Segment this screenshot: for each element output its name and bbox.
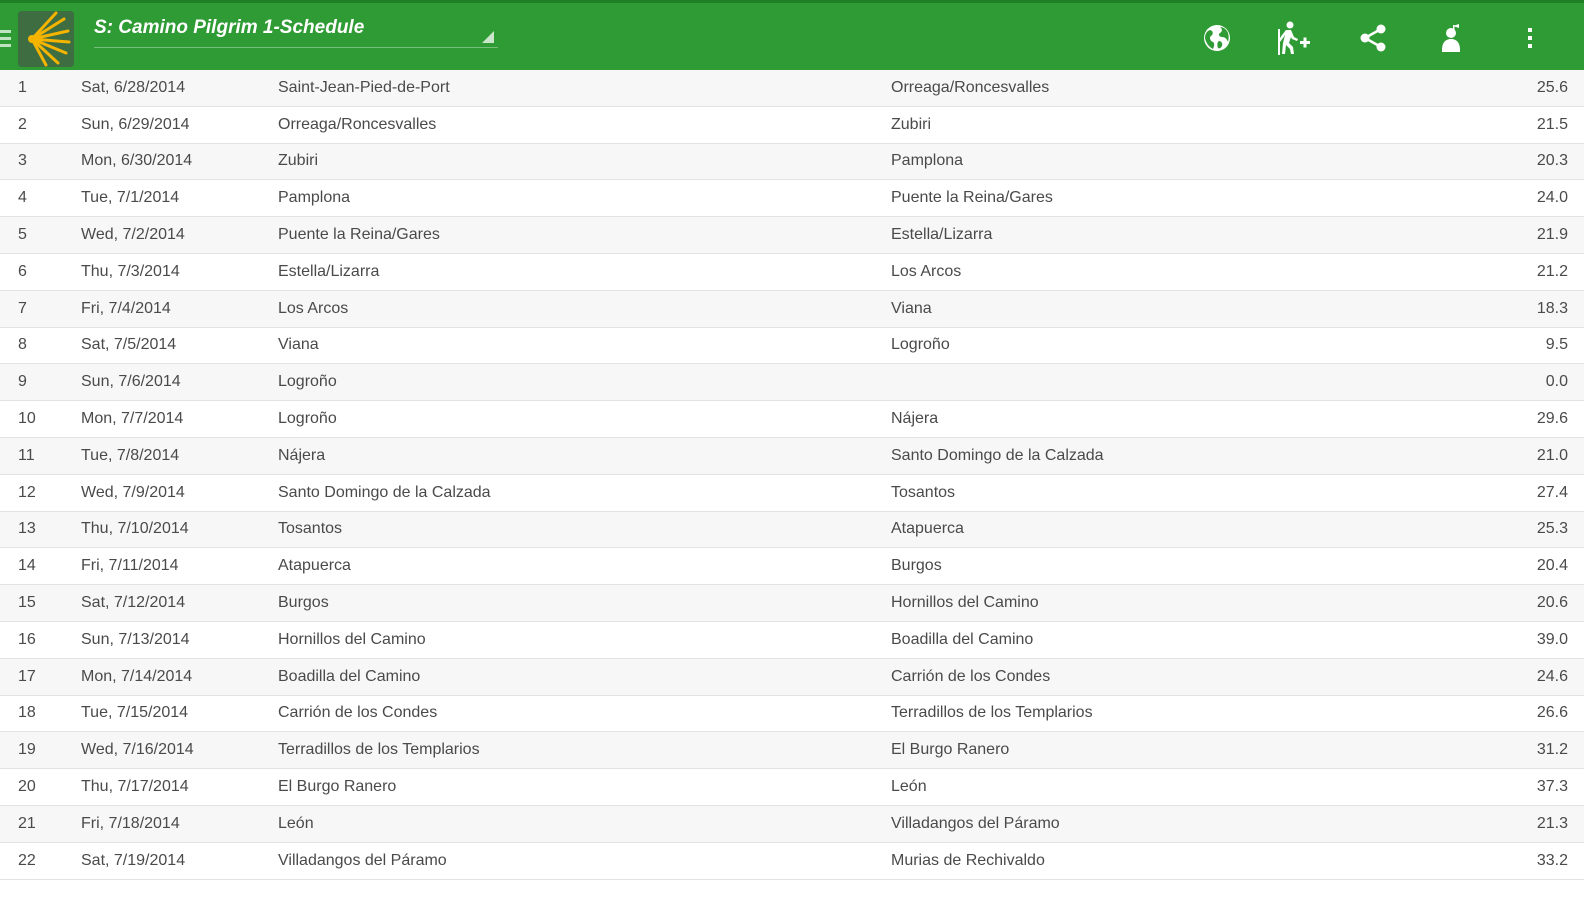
stage-end: Carrión de los Condes	[891, 667, 1051, 685]
stage-end: Santo Domingo de la Calzada	[891, 446, 1104, 464]
stage-date: Tue, 7/1/2014	[81, 189, 180, 207]
stage-distance: 25.3	[1536, 520, 1568, 538]
day-number: 16	[18, 630, 36, 648]
stage-distance: 0.0	[1545, 373, 1568, 391]
schedule-row[interactable]	[0, 107, 1584, 144]
stage-distance: 21.3	[1536, 814, 1568, 832]
stage-date: Tue, 7/15/2014	[81, 704, 189, 722]
stage-end: Zubiri	[891, 115, 932, 133]
stage-distance: 25.6	[1536, 78, 1568, 96]
schedule-row[interactable]	[0, 364, 1584, 401]
day-number: 11	[18, 446, 35, 464]
stage-start: Estella/Lizarra	[278, 262, 380, 280]
stage-end: Villadangos del Páramo	[891, 814, 1060, 832]
stage-start: Viana	[278, 336, 319, 354]
schedule-row[interactable]	[0, 659, 1584, 696]
stage-distance: 9.5	[1545, 336, 1568, 354]
schedule-row[interactable]	[0, 144, 1584, 181]
stage-end: Pamplona	[891, 152, 964, 170]
day-number: 21	[18, 814, 36, 832]
day-number: 5	[18, 226, 27, 244]
stage-end: Logroño	[891, 336, 950, 354]
globe-button[interactable]	[1197, 18, 1237, 58]
add-pilgrim-button[interactable]	[1274, 18, 1314, 58]
schedule-row[interactable]	[0, 769, 1584, 806]
stage-date: Wed, 7/9/2014	[81, 483, 185, 501]
stage-date: Wed, 7/16/2014	[81, 741, 194, 759]
day-number: 17	[18, 667, 36, 685]
spinner-arrow-icon	[482, 31, 494, 43]
day-number: 18	[18, 704, 36, 722]
schedule-table	[0, 70, 1584, 880]
share-icon	[1357, 22, 1389, 54]
schedule-row[interactable]	[0, 438, 1584, 475]
stage-date: Sat, 7/5/2014	[81, 336, 177, 354]
stage-end: Atapuerca	[891, 520, 964, 538]
overflow-menu-button[interactable]	[1510, 18, 1550, 58]
stage-start: Burgos	[278, 594, 329, 612]
schedule-row[interactable]	[0, 328, 1584, 365]
stage-distance: 20.4	[1536, 557, 1568, 575]
schedule-row[interactable]	[0, 291, 1584, 328]
day-number: 19	[18, 741, 36, 759]
scallop-shell-logo[interactable]	[18, 11, 74, 67]
day-number: 22	[18, 851, 36, 869]
day-number: 8	[18, 336, 27, 354]
stage-start: Logroño	[278, 373, 337, 391]
schedule-row[interactable]	[0, 180, 1584, 217]
stage-date: Sun, 6/29/2014	[81, 115, 190, 133]
stage-date: Sat, 7/19/2014	[81, 851, 186, 869]
day-number: 14	[18, 557, 36, 575]
day-number: 12	[18, 483, 36, 501]
stage-distance: 21.0	[1536, 446, 1568, 464]
stage-start: Santo Domingo de la Calzada	[278, 483, 491, 501]
stage-distance: 39.0	[1536, 630, 1568, 648]
stage-date: Wed, 7/2/2014	[81, 226, 185, 244]
stage-distance: 20.3	[1536, 152, 1568, 170]
day-number: 2	[18, 115, 27, 133]
schedule-row[interactable]	[0, 217, 1584, 254]
pilgrim-profile-button[interactable]	[1431, 18, 1471, 58]
stage-start: Logroño	[278, 410, 337, 428]
stage-end: Tosantos	[891, 483, 956, 501]
stage-start: Boadilla del Camino	[278, 667, 421, 685]
stage-date: Fri, 7/18/2014	[81, 814, 180, 832]
stage-end: Orreaga/Roncesvalles	[891, 78, 1050, 96]
stage-start: Los Arcos	[278, 299, 349, 317]
stage-end: Viana	[891, 299, 932, 317]
stage-start: Atapuerca	[278, 557, 351, 575]
schedule-row[interactable]	[0, 622, 1584, 659]
stage-end: Nájera	[891, 410, 939, 428]
stage-date: Fri, 7/4/2014	[81, 299, 171, 317]
day-number: 15	[18, 594, 36, 612]
stage-start: Hornillos del Camino	[278, 630, 426, 648]
stage-distance: 31.2	[1536, 741, 1568, 759]
schedule-row[interactable]	[0, 548, 1584, 585]
schedule-spinner[interactable]	[94, 11, 498, 48]
stage-distance: 24.6	[1536, 667, 1568, 685]
schedule-row[interactable]	[0, 806, 1584, 843]
stage-distance: 37.3	[1536, 778, 1568, 796]
stage-end: Boadilla del Camino	[891, 630, 1034, 648]
stage-start: Nájera	[278, 446, 326, 464]
schedule-row[interactable]	[0, 401, 1584, 438]
stage-distance: 26.6	[1536, 704, 1568, 722]
stage-date: Mon, 7/14/2014	[81, 667, 193, 685]
stage-date: Thu, 7/10/2014	[81, 520, 189, 538]
pilgrim-profile-icon	[1436, 22, 1466, 54]
stage-end: Terradillos de los Templarios	[891, 704, 1093, 722]
day-number: 10	[18, 410, 36, 428]
day-number: 20	[18, 778, 36, 796]
stage-end: Estella/Lizarra	[891, 226, 993, 244]
stage-start: Orreaga/Roncesvalles	[278, 115, 437, 133]
stage-start: Saint-Jean-Pied-de-Port	[278, 78, 450, 96]
stage-date: Thu, 7/3/2014	[81, 262, 180, 280]
schedule-row[interactable]	[0, 70, 1584, 107]
day-number: 3	[18, 152, 27, 170]
stage-end: Murias de Rechivaldo	[891, 851, 1045, 869]
stage-date: Fri, 7/11/2014	[81, 557, 179, 575]
stage-distance: 24.0	[1536, 189, 1568, 207]
schedule-row[interactable]	[0, 585, 1584, 622]
stage-date: Tue, 7/8/2014	[81, 446, 180, 464]
page-title: S: Camino Pilgrim 1-Schedule	[94, 17, 365, 38]
stage-distance: 18.3	[1536, 299, 1568, 317]
stage-date: Thu, 7/17/2014	[81, 778, 189, 796]
day-number: 4	[18, 189, 27, 207]
stage-distance: 21.9	[1536, 226, 1568, 244]
schedule-row[interactable]	[0, 475, 1584, 512]
stage-date: Sun, 7/13/2014	[81, 630, 190, 648]
day-number: 7	[18, 299, 27, 317]
stage-end: Burgos	[891, 557, 942, 575]
stage-start: León	[278, 814, 314, 832]
action-bar	[0, 0, 1584, 70]
add-pilgrim-icon	[1276, 21, 1312, 55]
stage-start: Zubiri	[278, 152, 319, 170]
drawer-indicator-icon[interactable]	[0, 30, 11, 48]
stage-distance: 27.4	[1536, 483, 1568, 501]
stage-end: Hornillos del Camino	[891, 594, 1039, 612]
stage-date: Sun, 7/6/2014	[81, 373, 181, 391]
share-button[interactable]	[1353, 18, 1393, 58]
schedule-row[interactable]	[0, 512, 1584, 549]
overflow-menu-icon	[1520, 22, 1540, 54]
stage-distance: 29.6	[1536, 410, 1568, 428]
stage-date: Sat, 7/12/2014	[81, 594, 186, 612]
stage-start: Terradillos de los Templarios	[278, 741, 480, 759]
day-number: 6	[18, 262, 27, 280]
schedule-row[interactable]	[0, 696, 1584, 733]
schedule-row[interactable]	[0, 254, 1584, 291]
stage-distance: 21.2	[1536, 262, 1568, 280]
schedule-row[interactable]	[0, 732, 1584, 769]
stage-end: León	[891, 778, 927, 796]
stage-start: Tosantos	[278, 520, 343, 538]
globe-icon	[1201, 22, 1233, 54]
stage-distance: 21.5	[1536, 115, 1568, 133]
stage-date: Sat, 6/28/2014	[81, 78, 186, 96]
stage-start: Pamplona	[278, 189, 351, 207]
schedule-row[interactable]	[0, 843, 1584, 880]
stage-start: Carrión de los Condes	[278, 704, 438, 722]
stage-start: Puente la Reina/Gares	[278, 226, 440, 244]
stage-end: Puente la Reina/Gares	[891, 189, 1053, 207]
stage-distance: 20.6	[1536, 594, 1568, 612]
day-number: 9	[18, 373, 27, 391]
stage-start: Villadangos del Páramo	[278, 851, 447, 869]
stage-start: El Burgo Ranero	[278, 778, 397, 796]
stage-end: Los Arcos	[891, 262, 962, 280]
stage-date: Mon, 6/30/2014	[81, 152, 193, 170]
stage-end: El Burgo Ranero	[891, 741, 1010, 759]
day-number: 13	[18, 520, 36, 538]
stage-distance: 33.2	[1536, 851, 1568, 869]
day-number: 1	[18, 78, 27, 96]
stage-date: Mon, 7/7/2014	[81, 410, 184, 428]
